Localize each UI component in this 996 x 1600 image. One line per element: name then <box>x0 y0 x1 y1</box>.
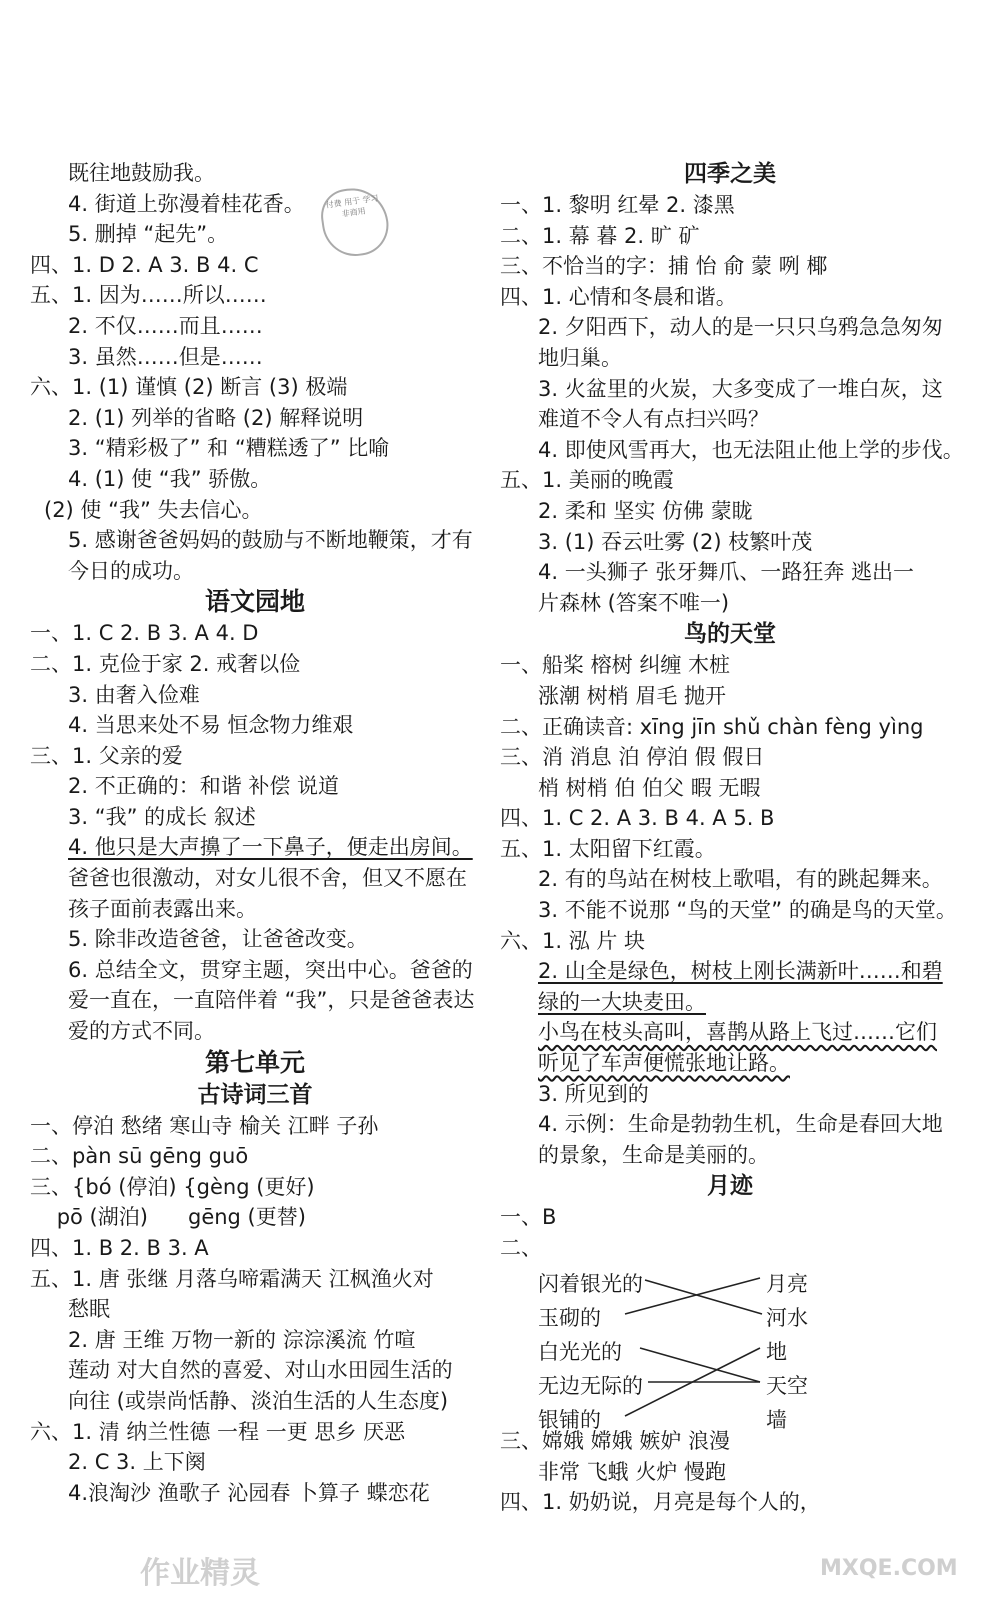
answer-line: 三、1. 父亲的爱 <box>30 743 183 768</box>
seal-stamp: 付费 用于 学习 非商用 <box>318 184 393 261</box>
answer-line: 一、B <box>500 1205 557 1230</box>
answer-line: 四、1. 心情和冬晨和谐。 <box>500 284 737 309</box>
match-right-item: 墙 <box>766 1408 787 1432</box>
answer-line: 爱一直在，一直陪伴着 “我”，只是爸爸表达 <box>68 988 475 1013</box>
underlined-answer: 2. 山全是绿色，树枝上刚长满新叶……和碧 <box>538 959 943 984</box>
answer-line: 六、1. (1) 谨慎 (2) 断言 (3) 极端 <box>30 375 348 400</box>
answer-line: 5. 感谢爸爸妈妈的鼓励与不断地鞭策，才有 <box>68 528 473 553</box>
answer-line: 2. 夕阳西下，动人的是一只只乌鸦急急匆匆 <box>538 315 943 340</box>
wavy-underlined-answer: 小鸟在枝头高叫，喜鹊从路上飞过……它们 <box>538 1020 937 1045</box>
match-line <box>640 1348 760 1382</box>
answer-line: 三、嫦娥 嫦娥 嫉妒 浪漫 <box>500 1429 731 1453</box>
answer-line: 二、正确读音: xīng jīn shǔ chàn fèng yìng <box>500 714 924 739</box>
answer-line: 五、1. 太阳留下红霞。 <box>500 836 716 861</box>
answer-line: 爸爸也很激动，对女儿很不舍，但又不愿在 <box>68 866 467 891</box>
answer-line: 三、不恰当的字：捕 怡 俞 蒙 咧 椰 <box>500 254 828 279</box>
match-right-item: 天空 <box>766 1374 808 1398</box>
left-column <box>30 158 480 1508</box>
answer-line: 四、1. C 2. A 3. B 4. A 5. B <box>500 806 775 831</box>
answer-line: 一、停泊 愁绪 寒山寺 榆关 江畔 子孙 <box>30 1113 379 1138</box>
answer-line: 三、{bó (停泊) {gèng (更好) <box>30 1174 315 1199</box>
answer-line: 3. (1) 吞云吐雾 (2) 枝繁叶茂 <box>538 529 813 554</box>
answer-line: 五、1. 因为……所以…… <box>30 283 267 308</box>
answer-line: 2. 不仅……而且…… <box>68 313 263 338</box>
underlined-answer: 绿的一大块麦田。 <box>538 989 706 1014</box>
answer-line: 6. 总结全文，贯穿主题，突出中心。爸爸的 <box>68 957 473 982</box>
answer-line: 二、1. 幕 暮 2. 旷 矿 <box>500 223 700 248</box>
match-question-label: 二、 <box>500 1236 542 1260</box>
match-left-item: 玉砌的 <box>538 1306 601 1330</box>
answer-line: 2. C 3. 上下阕 <box>68 1450 206 1475</box>
answer-line: pō (湖泊) gēng (更替) <box>30 1205 306 1230</box>
watermark-text: MXQE.COM <box>820 1556 958 1581</box>
section-title-yueji: 月迹 <box>707 1173 753 1200</box>
match-line <box>645 1280 762 1314</box>
answer-line: 3. 不能不说那 “鸟的天堂” 的确是鸟的天堂。 <box>538 898 957 923</box>
answer-line: 4. 街道上弥漫着桂花香。 <box>68 191 305 216</box>
answer-line: 3. 由奢入俭难 <box>68 682 200 707</box>
answer-line: 一、1. C 2. B 3. A 4. D <box>30 621 259 646</box>
answer-line: 既往地鼓励我。 <box>68 161 215 185</box>
answer-line: 4. (1) 使 “我” 骄傲。 <box>68 466 272 491</box>
answer-line: 五、1. 唐 张继 月落乌啼霜满天 江枫渔火对 <box>30 1266 434 1291</box>
answer-line: 三、消 消息 泊 停泊 假 假日 <box>500 745 765 770</box>
answer-line: 4. 一头狮子 张牙舞爪、一路狂奔 逃出一 <box>538 560 915 585</box>
answer-line: 非常 飞蛾 火炉 慢跑 <box>538 1459 727 1484</box>
answer-line: 3. “我” 的成长 叙述 <box>68 804 256 829</box>
answer-line: 2. 不正确的：和谐 补偿 说道 <box>68 774 340 799</box>
match-left-item: 无边无际的 <box>538 1374 643 1398</box>
answer-line: 片森林 (答案不唯一) <box>538 590 730 615</box>
answer-line: 地归巢。 <box>538 345 622 370</box>
answer-line: 莲动 对大自然的喜爱、对山水田园生活的 <box>68 1358 453 1383</box>
answer-line: 向往 (或崇尚恬静、淡泊生活的人生态度) <box>68 1388 449 1413</box>
answer-line: 四、1. B 2. B 3. A <box>30 1236 209 1260</box>
section-title-yuwen-yuandi: 语文园地 <box>204 587 305 617</box>
match-right-item: 月亮 <box>766 1272 808 1296</box>
yueji-continuation <box>500 1426 960 1518</box>
answer-line: 2. (1) 列举的省略 (2) 解释说明 <box>68 405 364 430</box>
answer-line: 一、1. 黎明 红晕 2. 漆黑 <box>500 193 735 217</box>
answer-line: 的景象，生命是美丽的。 <box>538 1142 769 1167</box>
answer-line: 2. 有的鸟站在树枝上歌唱，有的跳起舞来。 <box>538 867 943 892</box>
match-lines <box>500 1264 770 1434</box>
answer-line: 4.浪淘沙 渔歌子 沁园春 卜算子 蝶恋花 <box>68 1480 430 1505</box>
answer-line: (2) 使 “我” 失去信心。 <box>44 497 263 522</box>
answer-line: 梢 树梢 伯 伯父 暇 无暇 <box>538 775 761 800</box>
answer-line: 今日的成功。 <box>68 558 194 583</box>
underlined-answer: 4. 他只是大声擤了一下鼻子，便走出房间。 <box>68 835 473 860</box>
answer-line: 2. 柔和 坚实 仿佛 蒙眬 <box>538 498 753 523</box>
answer-line: 六、1. 清 纳兰性德 一程 一更 思乡 厌恶 <box>30 1419 406 1444</box>
answer-line: 4. 示例：生命是勃勃生机，生命是春回大地 <box>538 1112 943 1137</box>
match-left-item: 闪着银光的 <box>538 1272 643 1296</box>
answer-line: 孩子面前表露出来。 <box>68 896 257 921</box>
answer-line: 四、1. 奶奶说，月亮是每个人的， <box>500 1490 821 1515</box>
answer-line: 3. 所见到的 <box>538 1081 649 1106</box>
answer-line: 5. 删掉 “起先”。 <box>68 222 229 247</box>
answer-line: 愁眠 <box>68 1297 110 1322</box>
section-title-niao-de-tiantang: 鸟的天堂 <box>684 621 776 648</box>
match-right-item: 地 <box>766 1340 787 1364</box>
wavy-underlined-answer: 听见了车声便慌张地让路。 <box>538 1051 790 1076</box>
match-left-item: 白光光的 <box>538 1340 622 1364</box>
answer-line: 3. 火盆里的火炭，大多变成了一堆白灰，这 <box>538 376 943 401</box>
answer-line: 2. 唐 王维 万物一新的 淙淙溪流 竹喧 <box>68 1327 416 1352</box>
watermark-text: 作业精灵 <box>140 1556 260 1591</box>
answer-line: 二、pàn sū gēng guō <box>30 1144 249 1169</box>
answer-line: 难道不令人有点扫兴吗？ <box>538 407 769 432</box>
unit-title: 第七单元 <box>204 1047 305 1077</box>
answer-line: 3. “精彩极了” 和 “糟糕透了” 比喻 <box>68 436 390 461</box>
match-right-item: 河水 <box>766 1306 808 1330</box>
answer-line: 四、1. D 2. A 3. B 4. C <box>30 252 259 277</box>
answer-line: 二、1. 克俭于家 2. 戒奢以俭 <box>30 651 301 676</box>
section-title-gushici: 古诗词三首 <box>197 1081 313 1108</box>
right-column <box>500 158 964 1264</box>
answer-line: 一、船桨 榕树 纠缠 木桩 <box>500 653 731 678</box>
match-line <box>625 1278 760 1314</box>
section-title-siji: 四季之美 <box>684 161 776 187</box>
match-left-item: 银铺的 <box>538 1408 601 1432</box>
answer-line: 5. 除非改造爸爸，让爸爸改变。 <box>68 927 368 952</box>
answer-line: 六、1. 泓 片 块 <box>500 928 646 953</box>
answer-line: 3. 虽然……但是…… <box>68 344 263 369</box>
answer-line: 4. 当思来处不易 恒念物力维艰 <box>68 713 354 738</box>
answer-line: 4. 即使风雪再大，也无法阻止他上学的步伐。 <box>538 437 964 462</box>
answer-line: 五、1. 美丽的晚霞 <box>500 468 674 493</box>
answer-line: 爱的方式不同。 <box>68 1019 215 1044</box>
answer-line: 涨潮 树梢 眉毛 抛开 <box>538 683 727 708</box>
